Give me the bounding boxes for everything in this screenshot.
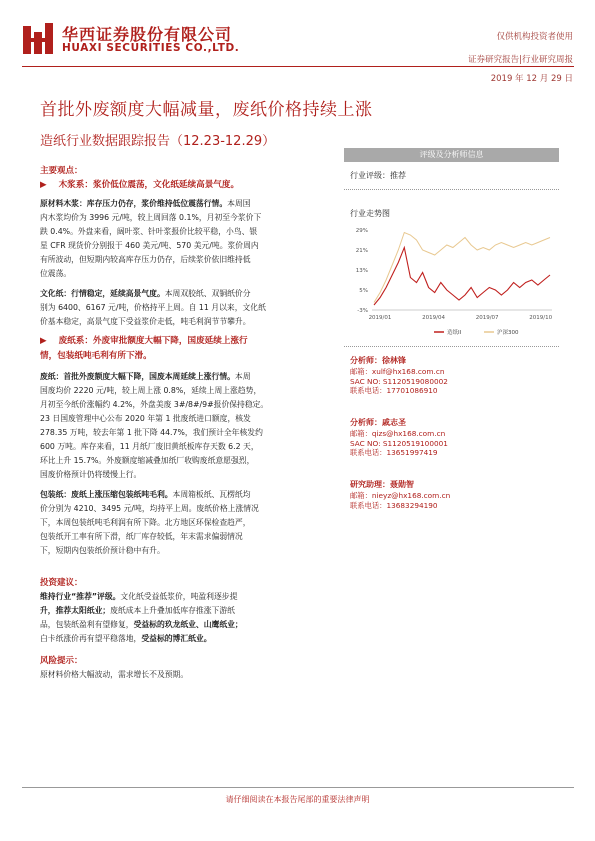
para-line: 跌 0.4%。外盘来看，阔叶浆、针叶浆报价比较平稳，小鸟、银 xyxy=(40,227,258,236)
divider xyxy=(344,189,559,190)
analyst-sac: S1120519100001 xyxy=(382,439,448,448)
triangle-bullet-icon: ▶ xyxy=(40,336,47,346)
y-tick-label: 21% xyxy=(355,248,368,254)
para-text: 废纸成本上升叠加低库存推涨下游纸 xyxy=(110,606,235,615)
y-tick-label: -3% xyxy=(357,308,368,314)
footer-divider xyxy=(22,787,574,788)
header-divider xyxy=(22,66,574,67)
phone-label: 联系电话： xyxy=(350,386,387,395)
industry-rating xyxy=(350,170,406,181)
analyst-sac: S1120519080002 xyxy=(382,377,448,386)
rating-label: 行业评级： xyxy=(350,171,390,180)
legal-footer: 请仔细阅读在本报告尾部的重要法律声明 xyxy=(225,795,370,804)
legend-label: 沪深300 xyxy=(497,330,519,336)
invest-beneficiaries: 受益标的玖龙纸业、山鹰纸业； xyxy=(133,620,243,629)
analyst-name: 聂勋智 xyxy=(390,480,414,489)
invest-line-1 xyxy=(40,590,336,604)
analyst-email[interactable]: qizs@hx168.com.cn xyxy=(371,429,446,438)
x-tick-label: 2019/07 xyxy=(475,315,499,321)
analyst-role: 研究助理： xyxy=(350,480,390,489)
bullet-pulp-label: 木浆系： xyxy=(58,180,93,190)
divider xyxy=(344,346,559,347)
legend-label: 造纸II xyxy=(447,330,462,336)
para-line: 278.35 万吨，较去年第 1 批下降 44.7%，我们预计全年核发约 xyxy=(40,428,263,437)
invest-beneficiaries: 受益标的博汇纸业。 xyxy=(141,634,212,643)
x-tick-label: 2019/01 xyxy=(368,315,392,321)
para-line: 下，短期内包装纸价预计稳中有升。 xyxy=(40,546,165,555)
main-points-heading: 主要观点： xyxy=(40,166,83,176)
analyst-phone: 13683294190 xyxy=(386,501,438,510)
industry-trend-chart xyxy=(344,222,559,342)
report-category: 证券研究报告|行业研究周报 xyxy=(468,55,573,65)
para-line: 包装纸开工率有所下滑，纸厂库存较低，年末需求偏弱情况 xyxy=(40,532,243,541)
email-label: 邮箱： xyxy=(350,491,372,500)
para-text: 本周国 xyxy=(227,199,251,208)
sac-label: SAC NO: xyxy=(350,439,381,448)
para-packaging-lead: 包装纸：废纸上涨压缩包装纸吨毛利。 xyxy=(40,490,173,499)
phone-label: 联系电话： xyxy=(350,448,387,457)
email-label: 邮箱： xyxy=(350,429,372,438)
para-line: 价分别为 4210、3495 元/吨，均持平上周。废纸价格上涨情况 xyxy=(40,504,259,513)
para-culture-lead: 文化纸：行情稳定，延续高景气度。 xyxy=(40,289,165,298)
invest-rating: 维持行业“推荐”评级。 xyxy=(40,592,121,601)
para-packaging xyxy=(40,488,336,502)
company-logo xyxy=(22,22,54,56)
para-line: 国废价格预计仍将缓慢上行。 xyxy=(40,470,142,479)
rating-value: 推荐 xyxy=(390,171,406,180)
bullet-pulp-text: 浆价低位震荡，文化纸延续高景气度。 xyxy=(92,180,240,190)
invest-line-2 xyxy=(40,604,336,618)
investment-heading: 投资建议： xyxy=(40,578,83,588)
x-tick-label: 2019/04 xyxy=(422,315,446,321)
invest-pick: 升，推荐太阳纸业； xyxy=(40,606,111,615)
risk-heading: 风险提示： xyxy=(40,656,83,666)
para-line: 月初至今纸价涨幅约 4.2%，外盘美废 3#/8#/9#报价保持稳定。 xyxy=(40,400,269,409)
para-line: 600 万吨。库存来看，11 月纸厂废旧黄纸板库存天数 6.2 天， xyxy=(40,442,259,451)
audience-note: 仅供机构投资者使用 xyxy=(496,32,573,42)
para-text: 品，包装纸盈利有望修复， xyxy=(40,620,134,629)
invest-line-3 xyxy=(40,618,336,632)
para-waste xyxy=(40,370,336,384)
report-subtitle: 造纸行业数据跟踪报告（12.23-12.29） xyxy=(40,134,276,149)
para-text: 本周 xyxy=(234,372,251,381)
y-tick-label: 13% xyxy=(355,268,368,274)
analyst-phone: 13651997419 xyxy=(386,448,438,457)
company-name-en: HUAXI SECURITIES CO.,LTD. xyxy=(62,42,240,54)
rating-panel-heading: 评级及分析师信息 xyxy=(344,148,559,162)
bullet-waste-text-2: 情，包装纸吨毛利有所下滑。 xyxy=(40,351,152,361)
analyst-email[interactable]: xulf@hx168.com.cn xyxy=(371,367,445,376)
para-text: 白卡纸涨价再有望平稳落地， xyxy=(40,634,142,643)
para-line: 下，本周包装纸吨毛利润有所下降。北方地区环保检查趋严， xyxy=(40,518,251,527)
analyst-2 xyxy=(350,417,550,458)
y-tick-label: 29% xyxy=(355,228,368,234)
phone-label: 联系电话： xyxy=(350,501,387,510)
bullet-waste-paper xyxy=(40,334,336,349)
analyst-phone: 17701086910 xyxy=(386,386,438,395)
para-text: 本周箱板纸、瓦楞纸均 xyxy=(172,490,251,499)
bullet-waste-text: 废纸系：外废审批额度大幅下降，国废延续上涨行 xyxy=(58,336,248,346)
para-line: 价基本稳定，高景气度下受益浆价走低，吨毛利润节节攀升。 xyxy=(40,317,251,326)
para-line: 内木浆均价为 3996 元/吨，较上周回落 0.1%，月初至今浆价下 xyxy=(40,213,262,222)
sac-label: SAC NO: xyxy=(350,377,381,386)
email-label: 邮箱： xyxy=(350,367,372,376)
series-line-1 xyxy=(374,233,550,303)
y-tick-label: 5% xyxy=(359,288,368,294)
report-title: 首批外废额度大幅减量，废纸价格持续上涨 xyxy=(40,100,373,120)
para-culture-paper xyxy=(40,287,336,301)
para-pulp-lead: 原材料木浆：库存压力仍存，浆价维持低位震荡行情。 xyxy=(40,199,228,208)
para-line: 别为 6400、6167 元/吨，价格持平上周。自 11 月以来，文化纸 xyxy=(40,303,266,312)
analyst-role: 分析师： xyxy=(350,418,382,427)
para-line: 星 CFR 现货价分别报于 460 美元/吨、570 美元/吨。浆价周内 xyxy=(40,241,259,250)
para-line: 环比上升 15.7%。外废额度缩减叠加纸厂收购废纸意愿强烈， xyxy=(40,456,255,465)
chart-heading: 行业走势图 xyxy=(350,209,390,218)
logo-mark-icon xyxy=(22,22,54,56)
invest-line-4 xyxy=(40,632,336,646)
research-assistant xyxy=(350,479,550,511)
main-body xyxy=(40,164,336,682)
company-name-cn: 华西证券股份有限公司 xyxy=(62,25,233,44)
series-line-0 xyxy=(374,248,550,306)
para-pulp xyxy=(40,197,336,211)
para-line: 有所波动，但短期内较高库存压力仍存，后续浆价依旧维持低 xyxy=(40,255,251,264)
para-line: 国废均价 2220 元/吨，较上周上涨 0.8%，延续上周上涨趋势， xyxy=(40,386,262,395)
para-text: 本周双胶纸、双铜纸价分 xyxy=(164,289,251,298)
triangle-bullet-icon: ▶ xyxy=(40,180,47,190)
para-line: 位震荡。 xyxy=(40,269,72,278)
analyst-name: 徐林锋 xyxy=(382,356,406,365)
analyst-email[interactable]: nieyz@hx168.com.cn xyxy=(371,491,451,500)
analyst-1 xyxy=(350,355,550,396)
analyst-name: 戚志圣 xyxy=(382,418,406,427)
para-text: 文化纸受益低浆价，吨盈利逐步提 xyxy=(120,592,238,601)
analyst-role: 分析师： xyxy=(350,356,382,365)
risk-text: 原材料价格大幅波动，需求增长不及预期。 xyxy=(40,670,189,679)
para-line: 23 日国废管理中心公布 2020 年第 1 批废纸进口额度，核发 xyxy=(40,414,251,423)
report-date: 2019 年 12 月 29 日 xyxy=(490,74,573,84)
x-tick-label: 2019/10 xyxy=(529,315,553,321)
para-waste-lead: 废纸：首批外废额度大幅下降，国废本周延续上涨行情。 xyxy=(40,372,235,381)
bullet-pulp xyxy=(40,178,336,193)
